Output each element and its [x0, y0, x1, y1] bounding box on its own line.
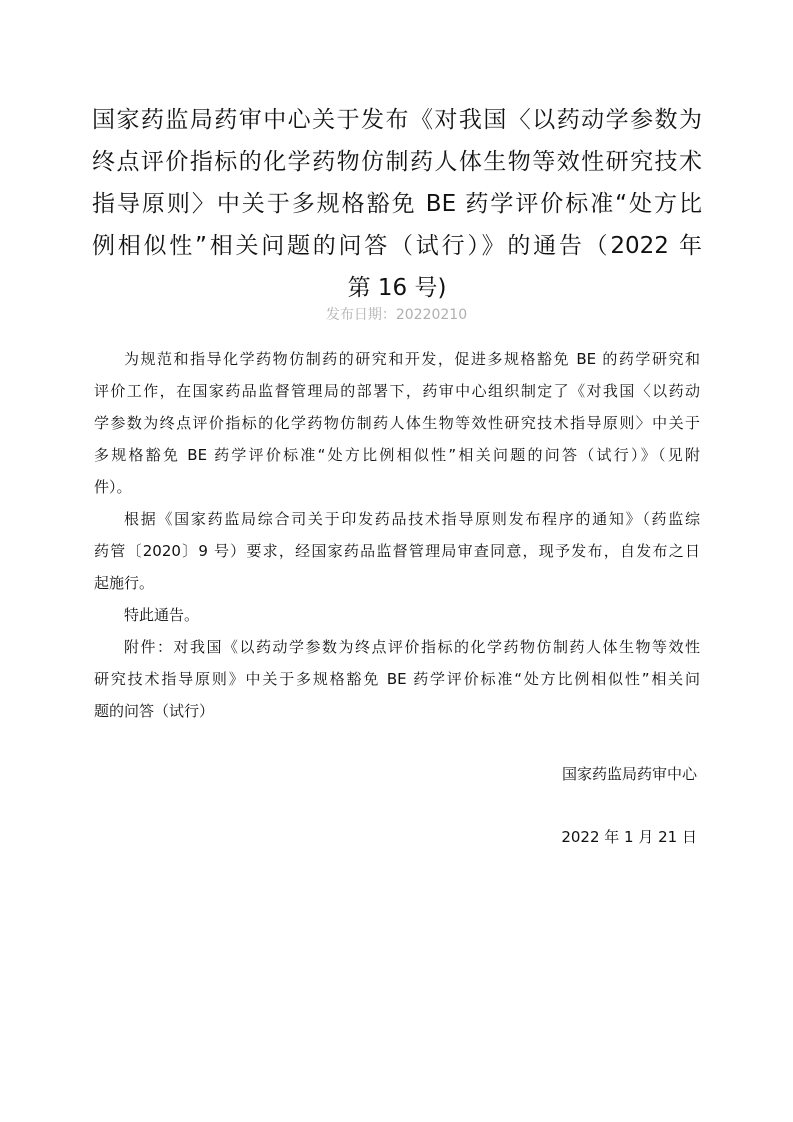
paragraph-line: 起施行。: [94, 574, 155, 592]
title-line-2: 终点评价指标的化学药物仿制药人体生物等效性研究技术: [92, 149, 702, 175]
paragraph-intro: [94, 343, 700, 503]
paragraph-notice: [94, 599, 700, 631]
title-line-3: 指导原则〉中关于多规格豁免 BE 药学评价标准“处方比: [92, 191, 702, 217]
signature-date: 2022 年 1 月 21 日: [561, 828, 697, 846]
publish-date: 发布日期：20220210: [325, 307, 468, 323]
paragraph-line: 件）。: [94, 478, 132, 496]
paragraph-line: 特此通告。: [124, 606, 200, 624]
paragraph-basis: [94, 503, 700, 599]
attachment-link-line[interactable]: 题的问答（试行）: [94, 702, 215, 720]
paragraph-line: 根据《国家药监局综合司关于印发药品技术指导原则发布程序的通知》（药监综: [124, 510, 700, 528]
paragraph-line: 为规范和指导化学药物仿制药的研究和开发，促进多规格豁免 BE 的药学研究和: [124, 350, 700, 368]
signature-issuer: 国家药监局药审中心: [561, 765, 697, 783]
paragraph-line: 药管〔2020〕9 号）要求，经国家药品监督管理局审查同意，现予发布，自发布之日: [94, 542, 700, 560]
document-title: [92, 99, 702, 309]
title-line-5: 第 16 号): [347, 275, 447, 301]
paragraph-line: 评价工作，在国家药品监督管理局的部署下，药审中心组织制定了《对我国〈以药动: [94, 382, 700, 400]
document-body: [94, 343, 700, 727]
attachment-link-line[interactable]: 研究技术指导原则》中关于多规格豁免 BE 药学评价标准“处方比例相似性”相关问: [94, 670, 700, 688]
paragraph-attachment: [94, 631, 700, 727]
title-line-4: 例相似性”相关问题的问答（试行）》的通告（2022 年: [92, 233, 702, 259]
paragraph-line: 多规格豁免 BE 药学评价标准“处方比例相似性”相关问题的问答（试行）》（见附: [94, 446, 700, 464]
title-line-1: 国家药监局药审中心关于发布《对我国〈以药动学参数为: [92, 107, 702, 133]
paragraph-line: 学参数为终点评价指标的化学药物仿制药人体生物等效性研究技术指导原则〉中关于: [94, 414, 700, 432]
attachment-link-line[interactable]: 附件：对我国《以药动学参数为终点评价指标的化学药物仿制药人体生物等效性: [124, 638, 700, 656]
